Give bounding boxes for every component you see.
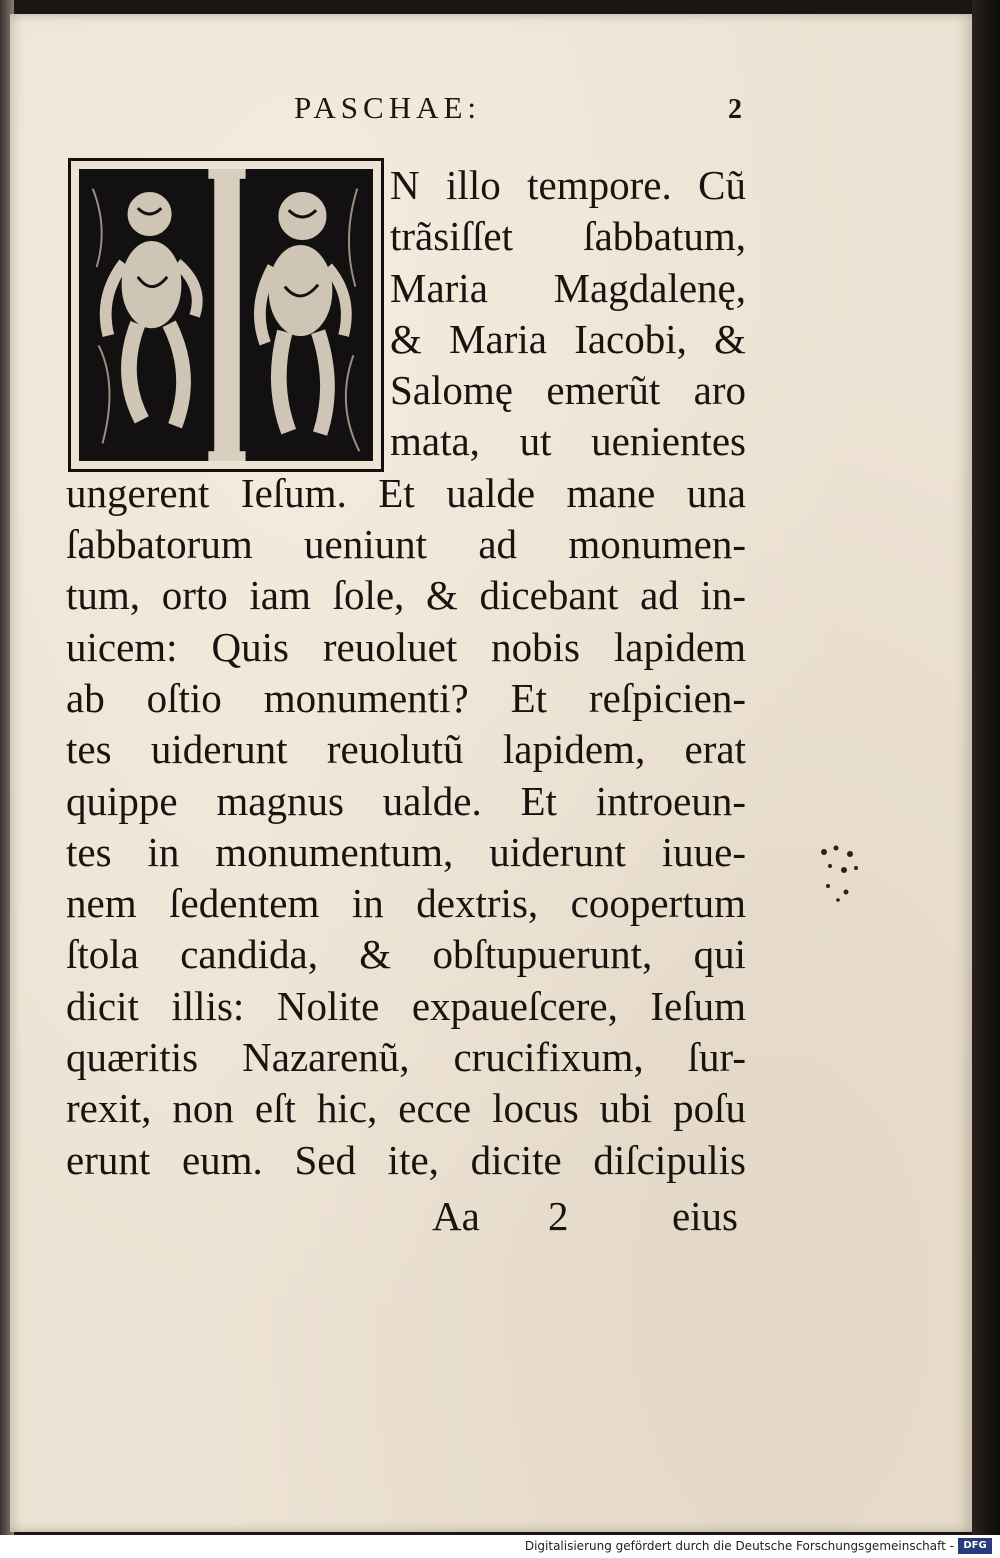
text-line: & Maria Iacobi, & [390,315,746,362]
text-line: Salomę emerũt aro [390,367,746,414]
main-text-block [66,160,746,1186]
text-line: Maria Magdalenę, [390,264,746,311]
text-line: trãsiſſet ſabbatum, [390,213,746,260]
text-line: mata, ut uenientes [390,418,746,465]
folio-number: 2 [728,94,742,125]
text-line: nem ſedentem in dextris, coopertum [66,880,746,927]
text-line: quippe magnus ualde. Et introeun- [66,777,746,824]
text-line: rexit, non eſt hic, ecce locus ubi poſu [66,1085,746,1132]
footer-credit: Digitalisierung gefördert durch die Deutsche Forschungsgemeinschaft - [524,1539,954,1553]
signature-mark: Aa [432,1193,480,1239]
text-line: tum, orto iam ſole, & dicebant ad in- [66,572,746,619]
text-line: ſtola candida, & obſtupuerunt, qui [66,931,746,978]
ink-blot-icon [816,842,864,906]
text-line: dicit illis: Nolite expaueſcere, Ieſum [66,982,746,1029]
text-line: quæritis Nazarenũ, crucifixum, ſur- [66,1034,746,1081]
text-line: ungerent Ieſum. Et ualde mane una [66,469,746,516]
text-line: tes uiderunt reuolutũ lapidem, erat [66,726,746,773]
dfg-logo-icon: DFG [958,1538,992,1554]
text-line: tes in monumentum, uiderunt iuue- [66,828,746,875]
text-line: erunt eum. Sed ite, dicite diſcipulis [66,1136,746,1183]
text-line: N illo tempore. Cũ [390,162,746,208]
catchword: eius [671,1193,738,1239]
footer-bar [0,1535,1000,1558]
running-head: PASCHAE: [294,90,482,125]
text-line: ab oſtio monumenti? Et reſpicien- [66,674,746,721]
scan-right-edge [972,0,1000,1535]
signature-number: 2 [548,1193,569,1239]
text-line: ſabbatorum ueniunt ad monumen- [66,521,746,568]
text-line: uicem: Quis reuoluet nobis lapidem [66,623,746,670]
